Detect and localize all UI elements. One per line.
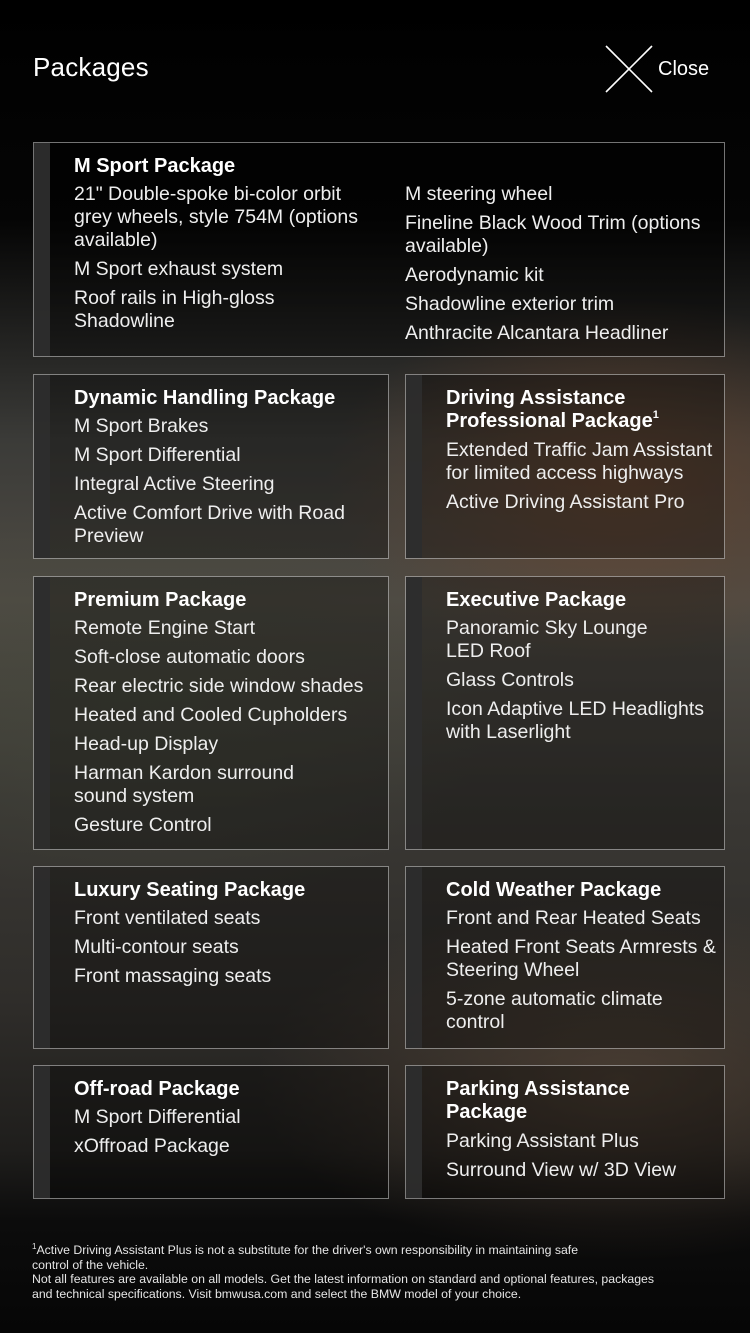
list-item: xOffroad Package [74, 1135, 230, 1157]
card-accent-bar [34, 577, 50, 849]
list-item: Active Driving Assistant Pro [446, 491, 685, 513]
list-item: Harman Kardon surround sound system [74, 762, 295, 807]
footnote-mark: 1 [652, 409, 659, 421]
package-list [446, 617, 710, 750]
package-title: Cold Weather Package [446, 879, 662, 901]
card-accent-bar [406, 1066, 422, 1198]
card-accent-bar [34, 143, 50, 356]
card-accent-bar [34, 375, 50, 558]
list-item: Head-up Display [74, 733, 219, 755]
list-item: Aerodynamic kit [405, 264, 544, 286]
package-list-col1 [74, 183, 364, 339]
list-item: M Sport exhaust system [74, 258, 284, 280]
card-accent-bar [406, 867, 422, 1048]
list-item: M Sport Brakes [74, 415, 209, 437]
list-item: M Sport Differential [74, 1106, 241, 1128]
package-title-text: Driving Assistance Professional Package [446, 387, 653, 432]
package-title: Premium Package [74, 589, 247, 611]
package-list [74, 617, 382, 843]
disclaimer: Not all features are available on all models. Get the latest information on standard and optional features, packages and technical specifications. Visit bmwusa.com and select the BMW model of your choice. [32, 1272, 655, 1301]
page-title: Packages [33, 52, 149, 82]
package-card-off-road [33, 1065, 389, 1199]
package-title: Off-road Package [74, 1078, 240, 1100]
package-title [446, 387, 710, 433]
package-list-col2 [405, 183, 710, 351]
list-item: Panoramic Sky Lounge LED Roof [446, 617, 648, 662]
list-item: 21" Double-spoke bi-color orbit grey wheels, style 754M (options available) [74, 183, 358, 251]
package-card-m-sport [33, 142, 725, 357]
list-item: Integral Active Steering [74, 473, 275, 495]
package-card-luxury-seating [33, 866, 389, 1049]
list-item: Soft-close automatic doors [74, 646, 305, 668]
close-icon [604, 44, 654, 94]
package-list [74, 907, 374, 994]
list-item: M steering wheel [405, 183, 553, 205]
close-button[interactable] [604, 44, 709, 94]
package-title: Executive Package [446, 589, 627, 611]
list-item: Surround View w/ 3D View [446, 1159, 677, 1181]
package-list [446, 1130, 710, 1188]
footnote-mark: 1 [32, 1242, 37, 1251]
package-title: Luxury Seating Package [74, 879, 306, 901]
list-item: Roof rails in High-gloss Shadowline [74, 287, 275, 332]
package-card-parking-assistance [405, 1065, 725, 1199]
package-card-executive [405, 576, 725, 850]
package-card-driving-assistance [405, 374, 725, 559]
footnote [32, 1239, 602, 1273]
card-accent-bar [406, 577, 422, 849]
package-list [446, 439, 718, 520]
list-item: Extended Traffic Jam Assistant for limited access highways [446, 439, 713, 484]
list-item: Heated and Cooled Cupholders [74, 704, 348, 726]
package-card-cold-weather [405, 866, 725, 1049]
list-item: Active Comfort Drive with Road Preview [74, 502, 345, 547]
package-card-premium [33, 576, 389, 850]
list-item: Glass Controls [446, 669, 574, 691]
list-item: Parking Assistant Plus [446, 1130, 639, 1152]
package-card-dynamic-handling [33, 374, 389, 559]
list-item: Multi-contour seats [74, 936, 239, 958]
package-title: M Sport Package [74, 155, 236, 177]
card-accent-bar [34, 867, 50, 1048]
package-list [446, 907, 718, 1040]
list-item: M Sport Differential [74, 444, 241, 466]
package-title: Parking Assistance Package [446, 1078, 630, 1123]
list-item: Heated Front Seats Armrests & Steering Wheel [446, 936, 716, 981]
package-list [74, 1106, 374, 1164]
footnote-text: Active Driving Assistant Plus is not a substitute for the driver's own responsibility in maintaining safe control of the vehicle. [32, 1243, 579, 1273]
package-title: Dynamic Handling Package [74, 387, 336, 409]
list-item: Shadowline exterior trim [405, 293, 615, 315]
list-item: Anthracite Alcantara Headliner [405, 322, 669, 344]
list-item: Front massaging seats [74, 965, 272, 987]
package-list [74, 415, 374, 554]
close-label: Close [658, 57, 710, 80]
list-item: Fineline Black Wood Trim (options available) [405, 212, 701, 257]
list-item: Remote Engine Start [74, 617, 256, 639]
card-accent-bar [406, 375, 422, 558]
list-item: Front ventilated seats [74, 907, 261, 929]
card-accent-bar [34, 1066, 50, 1198]
list-item: Rear electric side window shades [74, 675, 364, 697]
list-item: Icon Adaptive LED Headlights with Laserlight [446, 698, 704, 743]
list-item: 5-zone automatic climate control [446, 988, 663, 1033]
list-item: Front and Rear Heated Seats [446, 907, 701, 929]
list-item: Gesture Control [74, 814, 212, 836]
